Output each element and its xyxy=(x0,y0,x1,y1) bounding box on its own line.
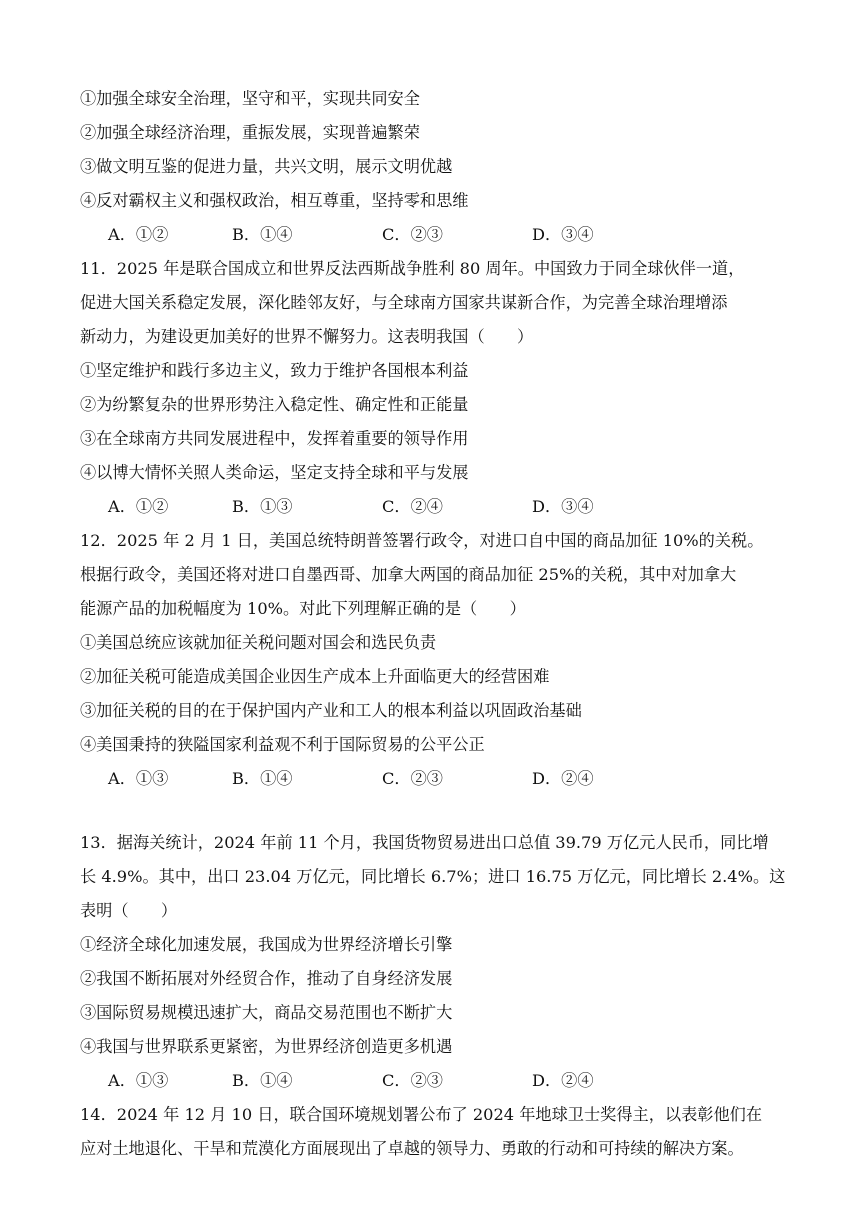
q13-option-c: C．②③ xyxy=(382,1071,443,1090)
q10-item-2: ②加强全球经济治理，重振发展，实现普遍繁荣 xyxy=(80,123,420,142)
q13-item-3: ③国际贸易规模迅速扩大，商品交易范围也不断扩大 xyxy=(80,1003,453,1022)
q11-stem-3: 新动力，为建设更加美好的世界不懈努力。这表明我国（ ） xyxy=(80,327,534,346)
q12-option-a: A．①③ xyxy=(108,769,169,788)
q10-option-a: A．①② xyxy=(108,225,169,244)
q13-option-d: D．②④ xyxy=(532,1071,594,1090)
q12-item-3: ③加征关税的目的在于保护国内产业和工人的根本利益以巩固政治基础 xyxy=(80,701,582,720)
q11-option-c: C．②④ xyxy=(382,497,443,516)
q11-item-4: ④以博大情怀关照人类命运，坚定支持全球和平与发展 xyxy=(80,463,469,482)
q11-option-a: A．①② xyxy=(108,497,169,516)
q13-item-2: ②我国不断拓展对外经贸合作，推动了自身经济发展 xyxy=(80,969,453,988)
q13-option-b: B．①④ xyxy=(232,1071,293,1090)
q12-stem-3: 能源产品的加税幅度为 10%。对此下列理解正确的是（ ） xyxy=(80,599,526,618)
q11-stem-2: 促进大国关系稳定发展，深化睦邻友好，与全球南方国家共谋新合作，为完善全球治理增添 xyxy=(80,293,728,312)
q13-item-1: ①经济全球化加速发展，我国成为世界经济增长引擎 xyxy=(80,935,453,954)
q12-stem-1: 12．2025 年 2 月 1 日，美国总统特朗普签署行政令，对进口自中国的商品加征 10%的关税。 xyxy=(80,531,764,550)
q10-option-c: C．②③ xyxy=(382,225,443,244)
q12-item-4: ④美国秉持的狭隘国家利益观不利于国际贸易的公平公正 xyxy=(80,735,485,754)
q13-stem-1: 13．据海关统计，2024 年前 11 个月，我国货物贸易进出口总值 39.79 万亿元人民币，同比增 xyxy=(80,833,769,852)
q13-stem-3: 表明（ ） xyxy=(80,901,178,920)
q11-item-3: ③在全球南方共同发展进程中，发挥着重要的领导作用 xyxy=(80,429,469,448)
q10-item-3: ③做文明互鉴的促进力量，共兴文明，展示文明优越 xyxy=(80,157,453,176)
q12-stem-2: 根据行政令，美国还将对进口自墨西哥、加拿大两国的商品加征 25%的关税，其中对加拿大 xyxy=(80,565,737,584)
q11-option-b: B．①③ xyxy=(232,497,293,516)
q12-option-b: B．①④ xyxy=(232,769,293,788)
q14-stem-1: 14．2024 年 12 月 10 日，联合国环境规划署公布了 2024 年地球卫士奖得主，以表彰他们在 xyxy=(80,1105,763,1124)
q11-item-2: ②为纷繁复杂的世界形势注入稳定性、确定性和正能量 xyxy=(80,395,469,414)
q10-item-4: ④反对霸权主义和强权政治，相互尊重，坚持零和思维 xyxy=(80,191,469,210)
q13-option-a: A．①③ xyxy=(108,1071,169,1090)
q13-item-4: ④我国与世界联系更紧密，为世界经济创造更多机遇 xyxy=(80,1037,453,1056)
q10-item-1: ①加强全球安全治理，坚守和平，实现共同安全 xyxy=(80,89,420,108)
q12-option-d: D．②④ xyxy=(532,769,594,788)
q13-stem-2: 长 4.9%。其中，出口 23.04 万亿元，同比增长 6.7%；进口 16.75 万亿元，同比增长 2.4%。这 xyxy=(80,867,786,886)
q10-option-b: B．①④ xyxy=(232,225,293,244)
q12-option-c: C．②③ xyxy=(382,769,443,788)
q14-stem-2: 应对土地退化、干旱和荒漠化方面展现出了卓越的领导力、勇敢的行动和可持续的解决方案。 xyxy=(80,1139,744,1158)
q12-item-2: ②加征关税可能造成美国企业因生产成本上升面临更大的经营困难 xyxy=(80,667,550,686)
q11-stem-1: 11．2025 年是联合国成立和世界反法西斯战争胜利 80 周年。中国致力于同全球伙伴一道， xyxy=(80,259,745,278)
q11-option-d: D．③④ xyxy=(532,497,594,516)
q10-option-d: D．③④ xyxy=(532,225,594,244)
q11-item-1: ①坚定维护和践行多边主义，致力于维护各国根本利益 xyxy=(80,361,469,380)
q12-item-1: ①美国总统应该就加征关税问题对国会和选民负责 xyxy=(80,633,437,652)
